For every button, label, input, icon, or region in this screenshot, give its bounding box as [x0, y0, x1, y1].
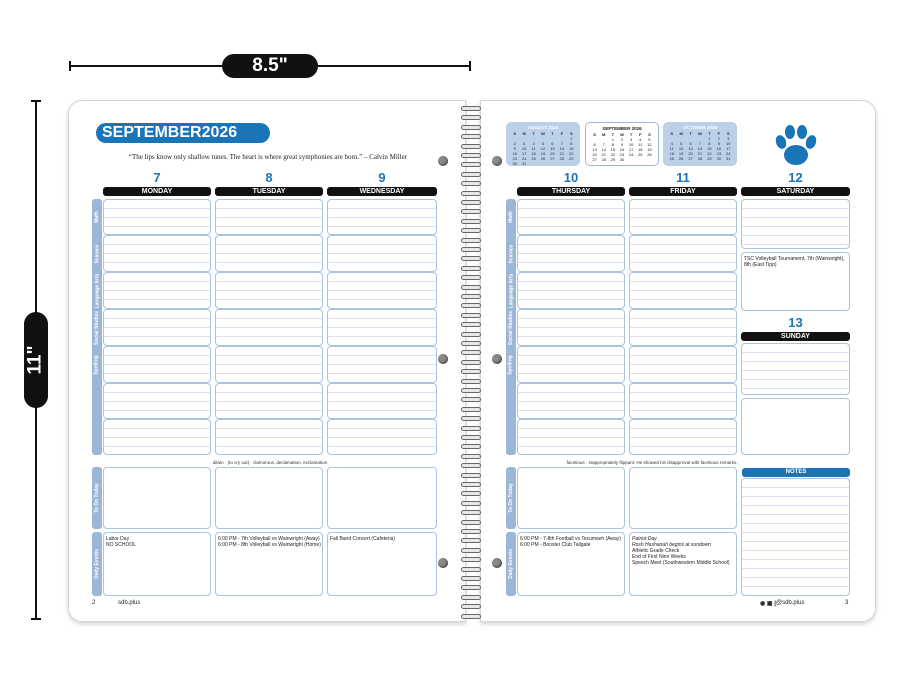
- subject-cell[interactable]: [103, 272, 211, 309]
- binder-hole: [492, 156, 502, 166]
- subject-cell[interactable]: [517, 235, 625, 272]
- subject-cell[interactable]: [215, 199, 323, 235]
- day-header: FRIDAY: [629, 187, 737, 196]
- spiral-coil: [461, 341, 481, 346]
- day-number: 8: [265, 170, 273, 185]
- spiral-coil: [461, 520, 481, 525]
- spiral-coil: [461, 115, 481, 120]
- mini-calendar-day: [567, 161, 576, 166]
- mini-calendar-day: 14: [559, 146, 565, 151]
- spiral-coil: [461, 426, 481, 431]
- mini-calendar-dow: T: [689, 131, 692, 136]
- subject-cell[interactable]: [215, 309, 323, 346]
- subject-label-science: Science: [508, 244, 514, 263]
- notes-header: NOTES: [742, 468, 850, 477]
- mini-calendar-day: 22: [569, 151, 574, 156]
- social-icons: ◉ ▣ |: [760, 601, 776, 607]
- mini-calendar-day: 14: [601, 147, 606, 152]
- mini-calendar-day: 16: [619, 147, 625, 152]
- mini-calendar-day: 18: [669, 151, 674, 156]
- mini-calendar-title: OCTOBER 2026: [683, 125, 717, 130]
- spiral-coil: [461, 416, 481, 421]
- mini-calendar-day: 29: [569, 156, 574, 161]
- sunday-box[interactable]: [741, 398, 850, 455]
- spiral-coil: [461, 322, 481, 327]
- mini-calendar-day: 2: [513, 141, 516, 146]
- spiral-coil: [461, 567, 481, 572]
- width-dimension-tick-left: [69, 61, 71, 71]
- mini-calendar-day: 18: [638, 147, 643, 152]
- mini-calendar-day: 26: [540, 156, 546, 161]
- mini-calendar-day: 23: [512, 156, 517, 161]
- month-year: 2026: [201, 124, 238, 141]
- subject-cell[interactable]: [103, 235, 211, 272]
- spiral-coil: [461, 482, 481, 487]
- event-text: NO SCHOOL: [106, 542, 137, 548]
- mini-calendar-day: 11: [531, 146, 536, 151]
- subject-cell[interactable]: [327, 272, 437, 309]
- mini-calendar-dow: S: [513, 131, 517, 136]
- mini-calendar-day: 7: [698, 141, 702, 146]
- todo-label: To Do Today: [508, 483, 515, 513]
- spiral-coil: [461, 209, 481, 214]
- mini-calendar-title: AUGUST 2026: [527, 125, 559, 130]
- mini-calendar-day: 7: [560, 141, 563, 146]
- spiral-coil: [461, 388, 481, 393]
- day-header: WEDNESDAY: [327, 187, 437, 196]
- mini-calendar-day: 16: [512, 151, 517, 156]
- spiral-coil: [461, 491, 481, 496]
- month-name: SEPTEMBER: [102, 124, 202, 141]
- subject-cell[interactable]: [517, 383, 625, 419]
- mini-calendar-dow: F: [560, 131, 564, 136]
- spiral-coil: [461, 266, 481, 271]
- mini-calendar-dow: M: [679, 131, 683, 136]
- mini-calendar-day: 13: [592, 147, 597, 152]
- day-number: 9: [378, 170, 386, 185]
- mini-calendar-day: 15: [569, 146, 574, 151]
- event-text: Labor Day: [106, 536, 130, 542]
- subject-label-spelling: Spelling: [508, 354, 515, 375]
- mini-calendar-day: 11: [638, 142, 643, 147]
- subject-cell[interactable]: [327, 235, 437, 272]
- todo-box[interactable]: [517, 467, 625, 529]
- mini-calendar-day: 9: [513, 146, 516, 151]
- mini-calendar-day: 24: [726, 151, 731, 156]
- site-left: sdb.plus: [118, 600, 141, 606]
- subject-cell[interactable]: [629, 346, 737, 383]
- spiral-coil: [461, 463, 481, 468]
- notes-box[interactable]: [741, 478, 850, 596]
- height-dimension-label: 11": [24, 312, 48, 408]
- event-text: Speech Meet (Southwestern Middle School): [632, 560, 730, 566]
- subject-label-math: Math: [508, 211, 515, 223]
- subject-cell[interactable]: [517, 272, 625, 309]
- mini-calendar-day: [529, 161, 538, 166]
- binder-hole: [438, 156, 448, 166]
- mini-calendar-day: 16: [716, 146, 722, 151]
- subject-label-spelling: Spelling: [94, 354, 101, 375]
- event-text: Athletic Grade Check: [632, 548, 680, 554]
- mini-calendar-day: 24: [521, 156, 527, 161]
- mini-calendar-day: 13: [688, 146, 693, 151]
- mini-calendar-day: 20: [688, 151, 693, 156]
- mini-calendar-day: 17: [726, 146, 731, 151]
- event-text: End of First Nine Weeks: [632, 554, 686, 560]
- spiral-coil: [461, 585, 481, 590]
- subject-label-science: Science: [94, 244, 100, 263]
- subject-cell[interactable]: [327, 346, 437, 383]
- mini-calendar-dow: M: [602, 132, 606, 137]
- mini-calendar-day: 12: [678, 146, 684, 151]
- event-text: 6:00 PM - Booster Club Tailgate: [520, 542, 591, 548]
- mini-calendar-day: 22: [707, 151, 712, 156]
- mini-calendar-day: 8: [708, 141, 711, 146]
- subject-cell[interactable]: [215, 346, 323, 383]
- mini-calendar-dow: S: [593, 132, 596, 137]
- mini-calendar: [506, 122, 580, 166]
- height-dimension-tick-bottom: [31, 618, 41, 620]
- mini-calendar-day: 1: [570, 136, 573, 141]
- spiral-coil: [461, 106, 481, 111]
- mini-calendar-day: 26: [678, 156, 684, 161]
- mini-calendar-day: [636, 157, 645, 162]
- spiral-coil: [461, 614, 481, 619]
- mini-calendar-day: [557, 161, 566, 166]
- mini-calendar-day: 27: [550, 156, 555, 161]
- mini-calendar-day: 6: [689, 141, 692, 146]
- subject-label-social-studies: Social Studies: [508, 310, 514, 345]
- mini-calendar-day: 12: [540, 146, 546, 151]
- subject-cell[interactable]: [629, 309, 737, 346]
- event-text: 8th (East Tipp): [744, 262, 777, 268]
- mini-calendar-day: 21: [697, 151, 703, 156]
- spiral-coil: [461, 162, 481, 167]
- mini-calendar-day: 10: [521, 146, 527, 151]
- width-dimension-tick-right: [469, 61, 471, 71]
- mini-calendar-day: 11: [669, 146, 674, 151]
- day-number: 7: [153, 170, 161, 185]
- event-text: Rosh Hashanah begins at sundown: [632, 542, 711, 548]
- day-number: 10: [563, 170, 579, 185]
- mini-calendar-day: 2: [717, 136, 720, 141]
- spiral-coil: [461, 473, 481, 478]
- spiral-coil: [461, 228, 481, 233]
- spiral-coil: [461, 332, 481, 337]
- event-text: TSC Volleyball Tournament, 7th (Wainwright),: [744, 256, 845, 262]
- sunday-box[interactable]: [741, 343, 850, 395]
- mini-calendar-day: 20: [592, 152, 597, 157]
- subject-label-math: Math: [94, 211, 101, 223]
- spiral-coil: [461, 595, 481, 600]
- event-text: 6:00 PM - 7th Volleyball vs Wainwright (Away): [218, 536, 320, 542]
- subject-cell[interactable]: [629, 383, 737, 419]
- subject-cell[interactable]: [103, 199, 211, 235]
- subject-cell[interactable]: [517, 346, 625, 383]
- paw-print-icon: [772, 122, 820, 170]
- mini-calendar-day: 22: [610, 152, 616, 157]
- quote: “The lips know only shallow tunes. The heart is where great symphonies are born.” – Calvin Miller: [128, 153, 408, 161]
- spiral-coil: [461, 294, 481, 299]
- event-text: 6:00 PM - 7-8th Football vs Tecumseh (Away): [520, 536, 621, 542]
- mini-calendar-day: 21: [601, 152, 606, 157]
- mini-calendar-dow: F: [717, 131, 721, 136]
- mini-calendar-day: 24: [628, 152, 634, 157]
- mini-calendar-day: 2: [620, 137, 624, 142]
- mini-calendar-day: 28: [601, 157, 606, 162]
- spiral-coil: [461, 247, 481, 252]
- day-header: MONDAY: [103, 187, 211, 196]
- mini-calendar-day: 4: [639, 137, 642, 142]
- subject-cell[interactable]: [215, 272, 323, 309]
- mini-calendar-day: 31: [726, 156, 731, 161]
- mini-calendar-day: 23: [716, 151, 722, 156]
- todo-label: To Do Today: [94, 483, 101, 513]
- mini-calendar-day: 6: [551, 141, 554, 146]
- mini-calendar-day: 20: [550, 151, 555, 156]
- mini-calendar-day: 28: [697, 156, 703, 161]
- subject-cell[interactable]: [629, 199, 737, 235]
- mini-calendar-day: 8: [570, 141, 573, 146]
- event-text: 6:00 PM - 8th Volleyball vs Wainwright (Home): [218, 542, 321, 548]
- subject-cell[interactable]: [215, 419, 323, 455]
- mini-calendar-day: 3: [727, 136, 730, 141]
- mini-calendar-day: 4: [532, 141, 535, 146]
- mini-calendar-dow: M: [522, 131, 526, 136]
- mini-calendar-day: 25: [669, 156, 674, 161]
- spiral-coil: [461, 125, 481, 130]
- subject-label-language-arts: Language Arts: [508, 273, 515, 308]
- word-of-day: facetious · inappropriately flippant: He showed his disapproval with facetious remarks.: [566, 460, 738, 465]
- day-header: THURSDAY: [517, 187, 625, 196]
- spiral-coil: [461, 350, 481, 355]
- mini-calendar-day: 13: [550, 146, 555, 151]
- mini-calendar-day: 12: [647, 142, 652, 147]
- subject-cell[interactable]: [327, 199, 437, 235]
- subject-cell[interactable]: [103, 383, 211, 419]
- subject-cell[interactable]: [629, 235, 737, 272]
- mini-calendar-dow: T: [532, 131, 535, 136]
- subject-cell[interactable]: [103, 419, 211, 455]
- mini-calendar-day: 18: [531, 151, 536, 156]
- spiral-coil: [461, 529, 481, 534]
- mini-calendar-dow: F: [639, 132, 642, 137]
- spiral-coil: [461, 275, 481, 280]
- mini-calendar-dow: S: [726, 131, 730, 136]
- spiral-coil: [461, 285, 481, 290]
- width-dimension-label: 8.5": [222, 54, 318, 78]
- mini-calendar-day: 5: [680, 141, 683, 146]
- height-dimension-tick-top: [31, 100, 41, 102]
- spiral-coil: [461, 369, 481, 374]
- spiral-coil: [461, 200, 481, 205]
- mini-calendar-day: 25: [638, 152, 643, 157]
- mini-calendar-day: 8: [611, 142, 614, 147]
- todo-box[interactable]: [327, 467, 437, 529]
- mini-calendar-dow: T: [611, 132, 615, 137]
- mini-calendar-dow: S: [670, 131, 674, 136]
- binder-hole: [438, 354, 448, 364]
- spiral-coil: [461, 435, 481, 440]
- subject-label-language-arts: Language Arts: [94, 273, 101, 308]
- subject-cell[interactable]: [517, 419, 625, 455]
- mini-calendar-dow: T: [629, 132, 633, 137]
- mini-calendar-dow: W: [541, 131, 545, 136]
- spiral-coil: [461, 604, 481, 609]
- mini-calendar-day: 1: [611, 137, 614, 142]
- subject-cell[interactable]: [215, 383, 323, 419]
- mini-calendar-dow: S: [648, 132, 651, 137]
- day-number: 13: [788, 315, 803, 330]
- spiral-coil: [461, 238, 481, 243]
- subject-cell[interactable]: [629, 272, 737, 309]
- subject-label-social-studies: Social Studies: [94, 310, 100, 345]
- mini-calendar-dow: T: [551, 131, 554, 136]
- event-text: Patriot Day: [632, 536, 657, 542]
- events-label: Daily Events: [508, 549, 514, 579]
- mini-calendar-title: SEPTEMBER 2026: [602, 126, 642, 131]
- mini-calendar-day: 17: [521, 151, 527, 156]
- mini-calendar-day: 17: [628, 147, 634, 152]
- spiral-coil: [461, 444, 481, 449]
- mini-calendar-day: 21: [559, 151, 565, 156]
- binder-hole: [492, 354, 502, 364]
- mini-calendar-day: 15: [610, 147, 616, 152]
- mini-calendar-day: 14: [697, 146, 703, 151]
- spiral-coil: [461, 256, 481, 261]
- spiral-coil: [461, 379, 481, 384]
- spiral-coil: [461, 510, 481, 515]
- spiral-coil: [461, 557, 481, 562]
- event-text: Fall Band Concert (Cafeteria): [330, 536, 396, 542]
- todo-box[interactable]: [629, 467, 737, 529]
- mini-calendar: [663, 122, 737, 166]
- spiral-coil: [461, 303, 481, 308]
- mini-calendar-day: 5: [541, 141, 545, 146]
- mini-calendar-day: 23: [619, 152, 625, 157]
- mini-calendar-day: 3: [523, 141, 526, 146]
- subject-cell[interactable]: [215, 235, 323, 272]
- spiral-coil: [461, 191, 481, 196]
- mini-calendar: [585, 122, 659, 166]
- day-header: TUESDAY: [215, 187, 323, 196]
- spiral-coil: [461, 313, 481, 318]
- day-number: 12: [788, 170, 803, 185]
- mini-calendar-day: 30: [512, 161, 517, 166]
- subject-cell[interactable]: [327, 419, 437, 455]
- mini-calendar-day: 28: [559, 156, 565, 161]
- spiral-coil: [461, 397, 481, 402]
- mini-calendar-dow: T: [708, 131, 711, 136]
- binder-hole: [438, 558, 448, 568]
- mini-calendar-dow: W: [698, 131, 702, 136]
- mini-calendar-day: [627, 157, 636, 162]
- saturday-box[interactable]: [741, 199, 850, 249]
- mini-calendar-day: 9: [717, 141, 720, 146]
- social-handle: @sdb.plus: [776, 600, 805, 606]
- spiral-coil: [461, 181, 481, 186]
- mini-calendar-day: 10: [628, 142, 634, 147]
- mini-calendar-day: [538, 161, 547, 166]
- mini-calendar-day: 30: [716, 156, 722, 161]
- day-header: SUNDAY: [741, 332, 850, 341]
- mini-calendar-day: 31: [521, 161, 527, 166]
- mini-calendar-day: 1: [708, 136, 711, 141]
- page-number-left: 2: [92, 600, 96, 606]
- mini-calendar-day: 4: [670, 141, 673, 146]
- subject-cell[interactable]: [327, 383, 437, 419]
- subject-cell[interactable]: [327, 309, 437, 346]
- spiral-coil: [461, 576, 481, 581]
- mini-calendar-day: 10: [726, 141, 731, 146]
- events-label: Daily Events: [94, 549, 100, 579]
- month-title: [96, 123, 270, 143]
- spiral-coil: [461, 360, 481, 365]
- mini-calendar-day: 5: [648, 137, 651, 142]
- mini-calendar-dow: W: [620, 132, 624, 137]
- spiral-coil: [461, 548, 481, 553]
- mini-calendar-day: 19: [647, 147, 652, 152]
- binder-hole: [492, 558, 502, 568]
- mini-calendar-day: 29: [610, 157, 616, 162]
- word-of-day: dilam · (to cry out) · clamorous, declamation, exclamation: [212, 460, 328, 465]
- spiral-coil: [461, 501, 481, 506]
- mini-calendar-day: 26: [647, 152, 652, 157]
- mini-calendar-day: 7: [602, 142, 605, 147]
- spiral-coil: [461, 454, 481, 459]
- mini-calendar-day: 15: [707, 146, 712, 151]
- mini-calendar-day: 25: [531, 156, 536, 161]
- todo-box[interactable]: [103, 467, 211, 529]
- mini-calendar-day: 9: [620, 142, 624, 147]
- subject-cell[interactable]: [517, 309, 625, 346]
- mini-calendar-day: 30: [619, 157, 625, 162]
- spiral-coil: [461, 538, 481, 543]
- subject-cell[interactable]: [517, 199, 625, 235]
- spiral-coil: [461, 153, 481, 158]
- subject-cell[interactable]: [629, 419, 737, 455]
- spiral-coil: [461, 219, 481, 224]
- todo-box[interactable]: [215, 467, 323, 529]
- spiral-coil: [461, 172, 481, 177]
- spiral-coil: [461, 407, 481, 412]
- subject-cell[interactable]: [103, 346, 211, 383]
- mini-calendar-day: 27: [592, 157, 597, 162]
- mini-calendar-day: 6: [593, 142, 596, 147]
- mini-calendar-day: [548, 161, 557, 166]
- page-number-right: 3: [845, 600, 849, 606]
- mini-calendar-day: 27: [688, 156, 693, 161]
- subject-cell[interactable]: [103, 309, 211, 346]
- mini-calendar-day: [645, 157, 654, 162]
- mini-calendar-day: 3: [630, 137, 633, 142]
- spiral-coil: [461, 134, 481, 139]
- spiral-coil: [461, 144, 481, 149]
- day-number: 11: [676, 170, 690, 185]
- mini-calendar-dow: S: [569, 131, 573, 136]
- mini-calendar-day: 19: [678, 151, 684, 156]
- day-header: SATURDAY: [741, 187, 850, 196]
- mini-calendar-day: 19: [540, 151, 546, 156]
- mini-calendar-day: 29: [707, 156, 712, 161]
